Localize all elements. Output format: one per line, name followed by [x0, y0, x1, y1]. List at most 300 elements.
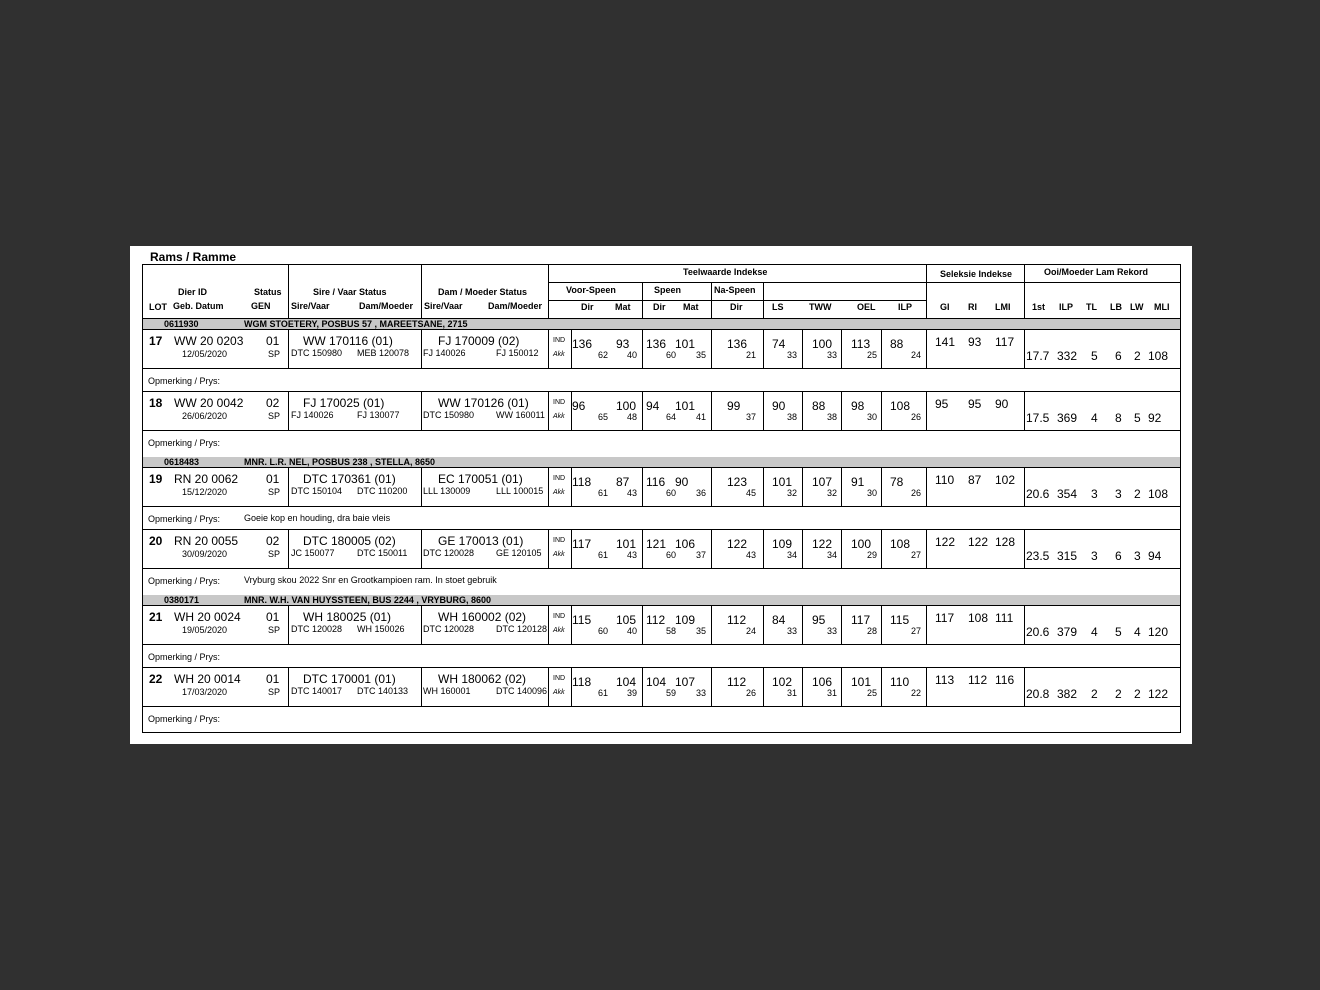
lmi: 116	[995, 673, 1015, 687]
opmerking-label: Opmerking / Prys:	[148, 514, 221, 524]
rec-lw: 3	[1134, 549, 1141, 563]
rec-lb: 6	[1115, 349, 1122, 363]
status: SP	[268, 487, 281, 497]
hdr-rec-ilp: ILP	[1059, 302, 1074, 312]
cell-divider	[802, 467, 803, 506]
ilp: 78	[890, 475, 904, 489]
hdr-na-speen: Na-Speen	[714, 285, 756, 295]
dam-sire: DTC 150980	[423, 410, 475, 420]
dam-sire: FJ 140026	[423, 348, 466, 358]
hdr-ns-dir: Dir	[730, 302, 743, 312]
ls: 109	[772, 537, 793, 551]
akk-label: Akk	[553, 351, 565, 358]
row-rule	[142, 732, 1181, 733]
hdr-tww: TWW	[809, 302, 832, 312]
rec-1st: 20.6	[1026, 487, 1050, 501]
sp-dir-akk: 60	[666, 550, 677, 560]
rec-1st: 17.7	[1026, 349, 1050, 363]
hdr-oel: OEL	[857, 302, 876, 312]
rec-1st: 20.8	[1026, 687, 1050, 701]
dier-id: RN 20 0055	[174, 534, 239, 548]
page-title: Rams / Ramme	[150, 250, 237, 264]
geb-datum: 17/03/2020	[182, 687, 228, 697]
cell-divider	[841, 467, 842, 506]
cell-divider	[548, 605, 549, 644]
tww: 107	[812, 475, 833, 489]
oel: 117	[851, 613, 871, 627]
sp-dir: 116	[646, 475, 666, 489]
hdr-seleksie: Seleksie Indekse	[940, 269, 1013, 279]
ind-label: IND	[553, 537, 566, 544]
hdr-status: Status	[254, 287, 282, 297]
breeder-code: 0380171	[164, 595, 200, 605]
akk-label: Akk	[553, 689, 565, 696]
cell-divider	[642, 329, 643, 368]
dam: FJ 170009 (02)	[438, 334, 520, 348]
lot-number: 21	[149, 610, 163, 624]
akk-label: Akk	[553, 551, 565, 558]
vs-mat-akk: 48	[627, 412, 638, 422]
ind-label: IND	[553, 399, 566, 406]
cell-divider	[288, 605, 289, 644]
lmi: 111	[995, 611, 1014, 625]
ns-dir: 122	[727, 537, 748, 551]
akk-label: Akk	[553, 413, 565, 420]
rec-mli: 108	[1148, 349, 1169, 363]
hdr-geb-datum: Geb. Datum	[173, 301, 224, 311]
rec-lw: 2	[1134, 487, 1141, 501]
cell-divider	[802, 529, 803, 568]
cell-divider	[1024, 467, 1025, 506]
row-rule	[142, 329, 1181, 330]
rec-lw: 2	[1134, 687, 1141, 701]
cell-divider	[1024, 605, 1025, 644]
rec-lw: 2	[1134, 349, 1141, 363]
sp-mat-akk: 33	[696, 688, 707, 698]
opmerking-label: Opmerking / Prys:	[148, 576, 221, 586]
ind-label: IND	[553, 337, 566, 344]
gi: 110	[935, 473, 955, 487]
ns-akk: 26	[746, 688, 757, 698]
opmerking-text: Vryburg skou 2022 Snr en Grootkampioen ram. In stoet gebruik	[244, 575, 497, 585]
tww: 106	[812, 675, 833, 689]
vs-dir: 118	[572, 475, 592, 489]
sp-dir: 112	[646, 613, 666, 627]
dam: GE 170013 (01)	[438, 534, 524, 548]
row-rule	[142, 644, 1181, 645]
cell-divider	[926, 529, 927, 568]
catalogue-sheet	[130, 246, 1192, 744]
ind-label: IND	[553, 613, 566, 620]
cell-divider	[642, 667, 643, 706]
lmi: 102	[995, 473, 1016, 487]
oel-akk: 29	[867, 550, 878, 560]
status: SP	[268, 549, 281, 559]
cell-divider	[841, 529, 842, 568]
hdr-tl: TL	[1086, 302, 1097, 312]
tww: 122	[812, 537, 833, 551]
row-rule	[142, 430, 1181, 431]
breeder-name: MNR. L.R. NEL, POSBUS 238 , STELLA, 8650	[244, 457, 436, 467]
cell-divider	[642, 467, 643, 506]
sp-mat-akk: 41	[696, 412, 707, 422]
vs-mat: 105	[616, 613, 637, 627]
ls: 84	[772, 613, 786, 627]
hdr-dam-moeder-2: Dam/Moeder	[488, 301, 543, 311]
geb-datum: 30/09/2020	[182, 549, 228, 559]
lot-number: 22	[149, 672, 163, 686]
ri: 112	[968, 673, 988, 687]
breeder-code: 0618483	[164, 457, 200, 467]
cell-divider	[421, 329, 422, 368]
tww-akk: 34	[827, 550, 838, 560]
gi: 95	[935, 397, 949, 411]
hdr-vs-mat: Mat	[615, 302, 631, 312]
cell-divider	[421, 667, 422, 706]
cell-divider	[711, 667, 712, 706]
gen: 01	[266, 672, 280, 686]
tww-akk: 38	[827, 412, 838, 422]
opmerking-text: Goeie kop en houding, dra baie vleis	[244, 513, 391, 523]
rec-tl: 2	[1091, 687, 1098, 701]
ns-akk: 45	[746, 488, 757, 498]
cell-divider	[881, 329, 882, 368]
ilp-akk: 26	[911, 412, 922, 422]
cell-divider	[926, 605, 927, 644]
ns-akk: 24	[746, 626, 757, 636]
ilp: 88	[890, 337, 904, 351]
ind-label: IND	[553, 675, 566, 682]
sire: DTC 180005 (02)	[303, 534, 396, 548]
cell-divider	[841, 605, 842, 644]
dier-id: RN 20 0062	[174, 472, 239, 486]
vs-mat: 93	[616, 337, 630, 351]
cell-divider	[802, 605, 803, 644]
dam: WH 180062 (02)	[438, 672, 527, 686]
cell-divider	[421, 467, 422, 506]
gen: 01	[266, 472, 280, 486]
sp-mat: 101	[675, 337, 696, 351]
gen: 01	[266, 334, 280, 348]
tww: 95	[812, 613, 826, 627]
lot-number: 20	[149, 534, 163, 548]
cell-divider	[926, 329, 927, 368]
ns-dir: 123	[727, 475, 748, 489]
oel: 100	[851, 537, 872, 551]
ls-akk: 34	[787, 550, 798, 560]
vs-dir-akk: 61	[598, 688, 609, 698]
hdr-vs-dir: Dir	[581, 302, 594, 312]
hdr-ilp: ILP	[898, 302, 913, 312]
ri: 122	[968, 535, 989, 549]
sp-mat-akk: 36	[696, 488, 707, 498]
sire: DTC 170001 (01)	[303, 672, 396, 686]
hdr-sp-dir: Dir	[653, 302, 666, 312]
rec-lb: 2	[1115, 687, 1122, 701]
row-rule	[142, 368, 1181, 369]
opmerking-label: Opmerking / Prys:	[148, 438, 221, 448]
sire-dam: DTC 150011	[357, 548, 408, 558]
rec-1st: 23.5	[1026, 549, 1050, 563]
sp-mat: 107	[675, 675, 696, 689]
row-rule	[142, 667, 1181, 668]
cell-divider	[711, 605, 712, 644]
ilp: 115	[890, 613, 910, 627]
ns-dir: 136	[727, 337, 748, 351]
sp-mat: 101	[675, 399, 696, 413]
sp-mat-akk: 35	[696, 350, 707, 360]
row-rule	[142, 706, 1181, 707]
ls-akk: 32	[787, 488, 798, 498]
ilp: 108	[890, 399, 911, 413]
rec-tl: 3	[1091, 549, 1098, 563]
row-rule	[142, 391, 1181, 392]
cell-divider	[926, 667, 927, 706]
cell-divider	[711, 391, 712, 430]
sire-sire: DTC 120028	[291, 624, 343, 634]
cell-divider	[881, 667, 882, 706]
hdr-ri: RI	[968, 302, 977, 312]
gi: 117	[935, 611, 955, 625]
sp-dir-akk: 60	[666, 488, 677, 498]
ilp-akk: 27	[911, 626, 922, 636]
breeder-name: WGM STOETERY, POSBUS 57 , MAREETSANE, 2715	[244, 319, 468, 329]
sire: WW 170116 (01)	[303, 334, 393, 348]
dam: WH 160002 (02)	[438, 610, 527, 624]
lot-number: 18	[149, 396, 163, 410]
rec-mli: 120	[1148, 625, 1169, 639]
hdr-lb: LB	[1110, 302, 1122, 312]
rec-1st: 20.6	[1026, 625, 1050, 639]
dam-sire: WH 160001	[423, 686, 471, 696]
akk-label: Akk	[553, 627, 565, 634]
dam-sire: LLL 130009	[423, 486, 471, 496]
ns-dir: 99	[727, 399, 741, 413]
sp-mat: 106	[675, 537, 696, 551]
status: SP	[268, 687, 281, 697]
oel: 91	[851, 475, 865, 489]
cell-divider	[763, 605, 764, 644]
rec-lb: 5	[1115, 625, 1122, 639]
sire: DTC 170361 (01)	[303, 472, 396, 486]
rec-ilp: 369	[1057, 411, 1078, 425]
tww: 100	[812, 337, 833, 351]
hdr-gi: GI	[940, 302, 950, 312]
hdr-dier-id: Dier ID	[178, 287, 208, 297]
vs-dir-akk: 61	[598, 550, 609, 560]
cell-divider	[841, 329, 842, 368]
cell-divider	[763, 467, 764, 506]
cell-divider	[841, 391, 842, 430]
cell-divider	[288, 391, 289, 430]
ls-akk: 33	[787, 626, 798, 636]
hdr-1st: 1st	[1032, 302, 1046, 312]
rec-lb: 6	[1115, 549, 1122, 563]
rec-lw: 5	[1134, 411, 1141, 425]
hdr-sire-vaar-2: Sire/Vaar	[424, 301, 463, 311]
cell-divider	[642, 529, 643, 568]
ilp-akk: 24	[911, 350, 922, 360]
hdr-voor-speen: Voor-Speen	[566, 285, 616, 295]
dam-dam: DTC 120128	[496, 624, 548, 634]
dam-dam: FJ 150012	[496, 348, 539, 358]
rec-tl: 3	[1091, 487, 1098, 501]
cell-divider	[711, 467, 712, 506]
ls-akk: 33	[787, 350, 798, 360]
rec-ilp: 332	[1057, 349, 1078, 363]
cell-divider	[421, 529, 422, 568]
ilp-akk: 22	[911, 688, 922, 698]
dier-id: WW 20 0042	[174, 396, 244, 410]
geb-datum: 26/06/2020	[182, 411, 228, 421]
vs-mat: 101	[616, 537, 637, 551]
cell-divider	[763, 529, 764, 568]
gi: 113	[935, 673, 955, 687]
oel-akk: 25	[867, 350, 878, 360]
cell-divider	[288, 329, 289, 368]
sire-dam: MEB 120078	[357, 348, 410, 358]
geb-datum: 15/12/2020	[182, 487, 228, 497]
dam-sire: DTC 120028	[423, 548, 475, 558]
hdr-gen: GEN	[251, 301, 271, 311]
cell-divider	[548, 667, 549, 706]
sp-dir: 104	[646, 675, 667, 689]
sp-mat: 90	[675, 475, 689, 489]
sp-dir-akk: 58	[666, 626, 677, 636]
vs-dir-akk: 60	[598, 626, 609, 636]
gi: 141	[935, 335, 956, 349]
dam-dam: WW 160011	[496, 410, 545, 420]
hdr-teelwaarde: Teelwaarde Indekse	[683, 267, 768, 277]
vs-mat-akk: 39	[627, 688, 638, 698]
ri: 93	[968, 335, 982, 349]
vs-mat-akk: 40	[627, 626, 638, 636]
rec-lb: 3	[1115, 487, 1122, 501]
ns-akk: 21	[746, 350, 757, 360]
hdr-sp-mat: Mat	[683, 302, 699, 312]
oel-akk: 30	[867, 412, 878, 422]
tww: 88	[812, 399, 826, 413]
rec-ilp: 379	[1057, 625, 1078, 639]
hdr-lmi: LMI	[995, 302, 1011, 312]
gen: 02	[266, 396, 280, 410]
vs-mat: 100	[616, 399, 637, 413]
cell-divider	[881, 467, 882, 506]
rec-lb: 8	[1115, 411, 1122, 425]
dier-id: WW 20 0203	[174, 334, 244, 348]
lmi: 128	[995, 535, 1016, 549]
sire-dam: WH 150026	[357, 624, 405, 634]
ri: 108	[968, 611, 989, 625]
row-rule	[142, 467, 1181, 468]
sire-sire: FJ 140026	[291, 410, 334, 420]
ls: 101	[772, 475, 793, 489]
rec-ilp: 354	[1057, 487, 1078, 501]
ls-akk: 38	[787, 412, 798, 422]
hdr-sire-vaar: Sire/Vaar	[291, 301, 330, 311]
oel: 101	[851, 675, 872, 689]
vs-dir: 115	[572, 613, 592, 627]
rec-mli: 94	[1148, 549, 1162, 563]
rec-ilp: 382	[1057, 687, 1078, 701]
cell-divider	[548, 529, 549, 568]
status: SP	[268, 625, 281, 635]
lot-number: 17	[149, 334, 163, 348]
opmerking-label: Opmerking / Prys:	[148, 376, 221, 386]
cell-divider	[548, 391, 549, 430]
gi: 122	[935, 535, 956, 549]
geb-datum: 19/05/2020	[182, 625, 228, 635]
rec-tl: 5	[1091, 349, 1098, 363]
ilp: 108	[890, 537, 911, 551]
vs-dir: 136	[572, 337, 593, 351]
dam: EC 170051 (01)	[438, 472, 523, 486]
ls-akk: 31	[787, 688, 798, 698]
cell-divider	[1024, 667, 1025, 706]
dam-dam: LLL 100015	[496, 486, 544, 496]
cell-divider	[802, 329, 803, 368]
rec-1st: 17.5	[1026, 411, 1050, 425]
hdr-ls: LS	[772, 302, 784, 312]
tww-akk: 33	[827, 626, 838, 636]
cell-divider	[421, 391, 422, 430]
akk-label: Akk	[553, 489, 565, 496]
oel-akk: 28	[867, 626, 878, 636]
cell-divider	[711, 329, 712, 368]
sire-sire: DTC 150104	[291, 486, 343, 496]
dam-dam: DTC 140096	[496, 686, 548, 696]
cell-divider	[1024, 329, 1025, 368]
cell-divider	[763, 329, 764, 368]
sp-dir: 136	[646, 337, 667, 351]
cell-divider	[881, 605, 882, 644]
tww-akk: 31	[827, 688, 838, 698]
cell-divider	[288, 529, 289, 568]
vs-mat-akk: 43	[627, 550, 638, 560]
breeder-name: MNR. W.H. VAN HUYSSTEEN, BUS 2244 , VRYBURG, 8600	[244, 595, 492, 605]
cell-divider	[841, 667, 842, 706]
cell-divider	[881, 391, 882, 430]
status: SP	[268, 349, 281, 359]
sp-dir: 121	[646, 537, 667, 551]
ls: 102	[772, 675, 793, 689]
sire-sire: DTC 140017	[291, 686, 343, 696]
ri: 87	[968, 473, 982, 487]
opmerking-label: Opmerking / Prys:	[148, 714, 221, 724]
dam-sire: DTC 120028	[423, 624, 475, 634]
geb-datum: 12/05/2020	[182, 349, 228, 359]
lmi: 117	[995, 335, 1015, 349]
cell-divider	[926, 467, 927, 506]
dier-id: WH 20 0014	[174, 672, 241, 686]
hdr-dam-status: Dam / Moeder Status	[438, 287, 528, 297]
rec-lw: 4	[1134, 625, 1141, 639]
rec-ilp: 315	[1057, 549, 1078, 563]
vs-dir-akk: 61	[598, 488, 609, 498]
sp-dir: 94	[646, 399, 660, 413]
row-rule	[142, 605, 1181, 606]
hdr-mli: MLI	[1154, 302, 1170, 312]
row-rule	[142, 568, 1181, 569]
vs-mat: 104	[616, 675, 637, 689]
tww-akk: 33	[827, 350, 838, 360]
ns-akk: 37	[746, 412, 757, 422]
sire-dam: FJ 130077	[357, 410, 400, 420]
cell-divider	[711, 529, 712, 568]
sp-mat-akk: 37	[696, 550, 707, 560]
cell-divider	[548, 329, 549, 368]
sp-dir-akk: 60	[666, 350, 677, 360]
